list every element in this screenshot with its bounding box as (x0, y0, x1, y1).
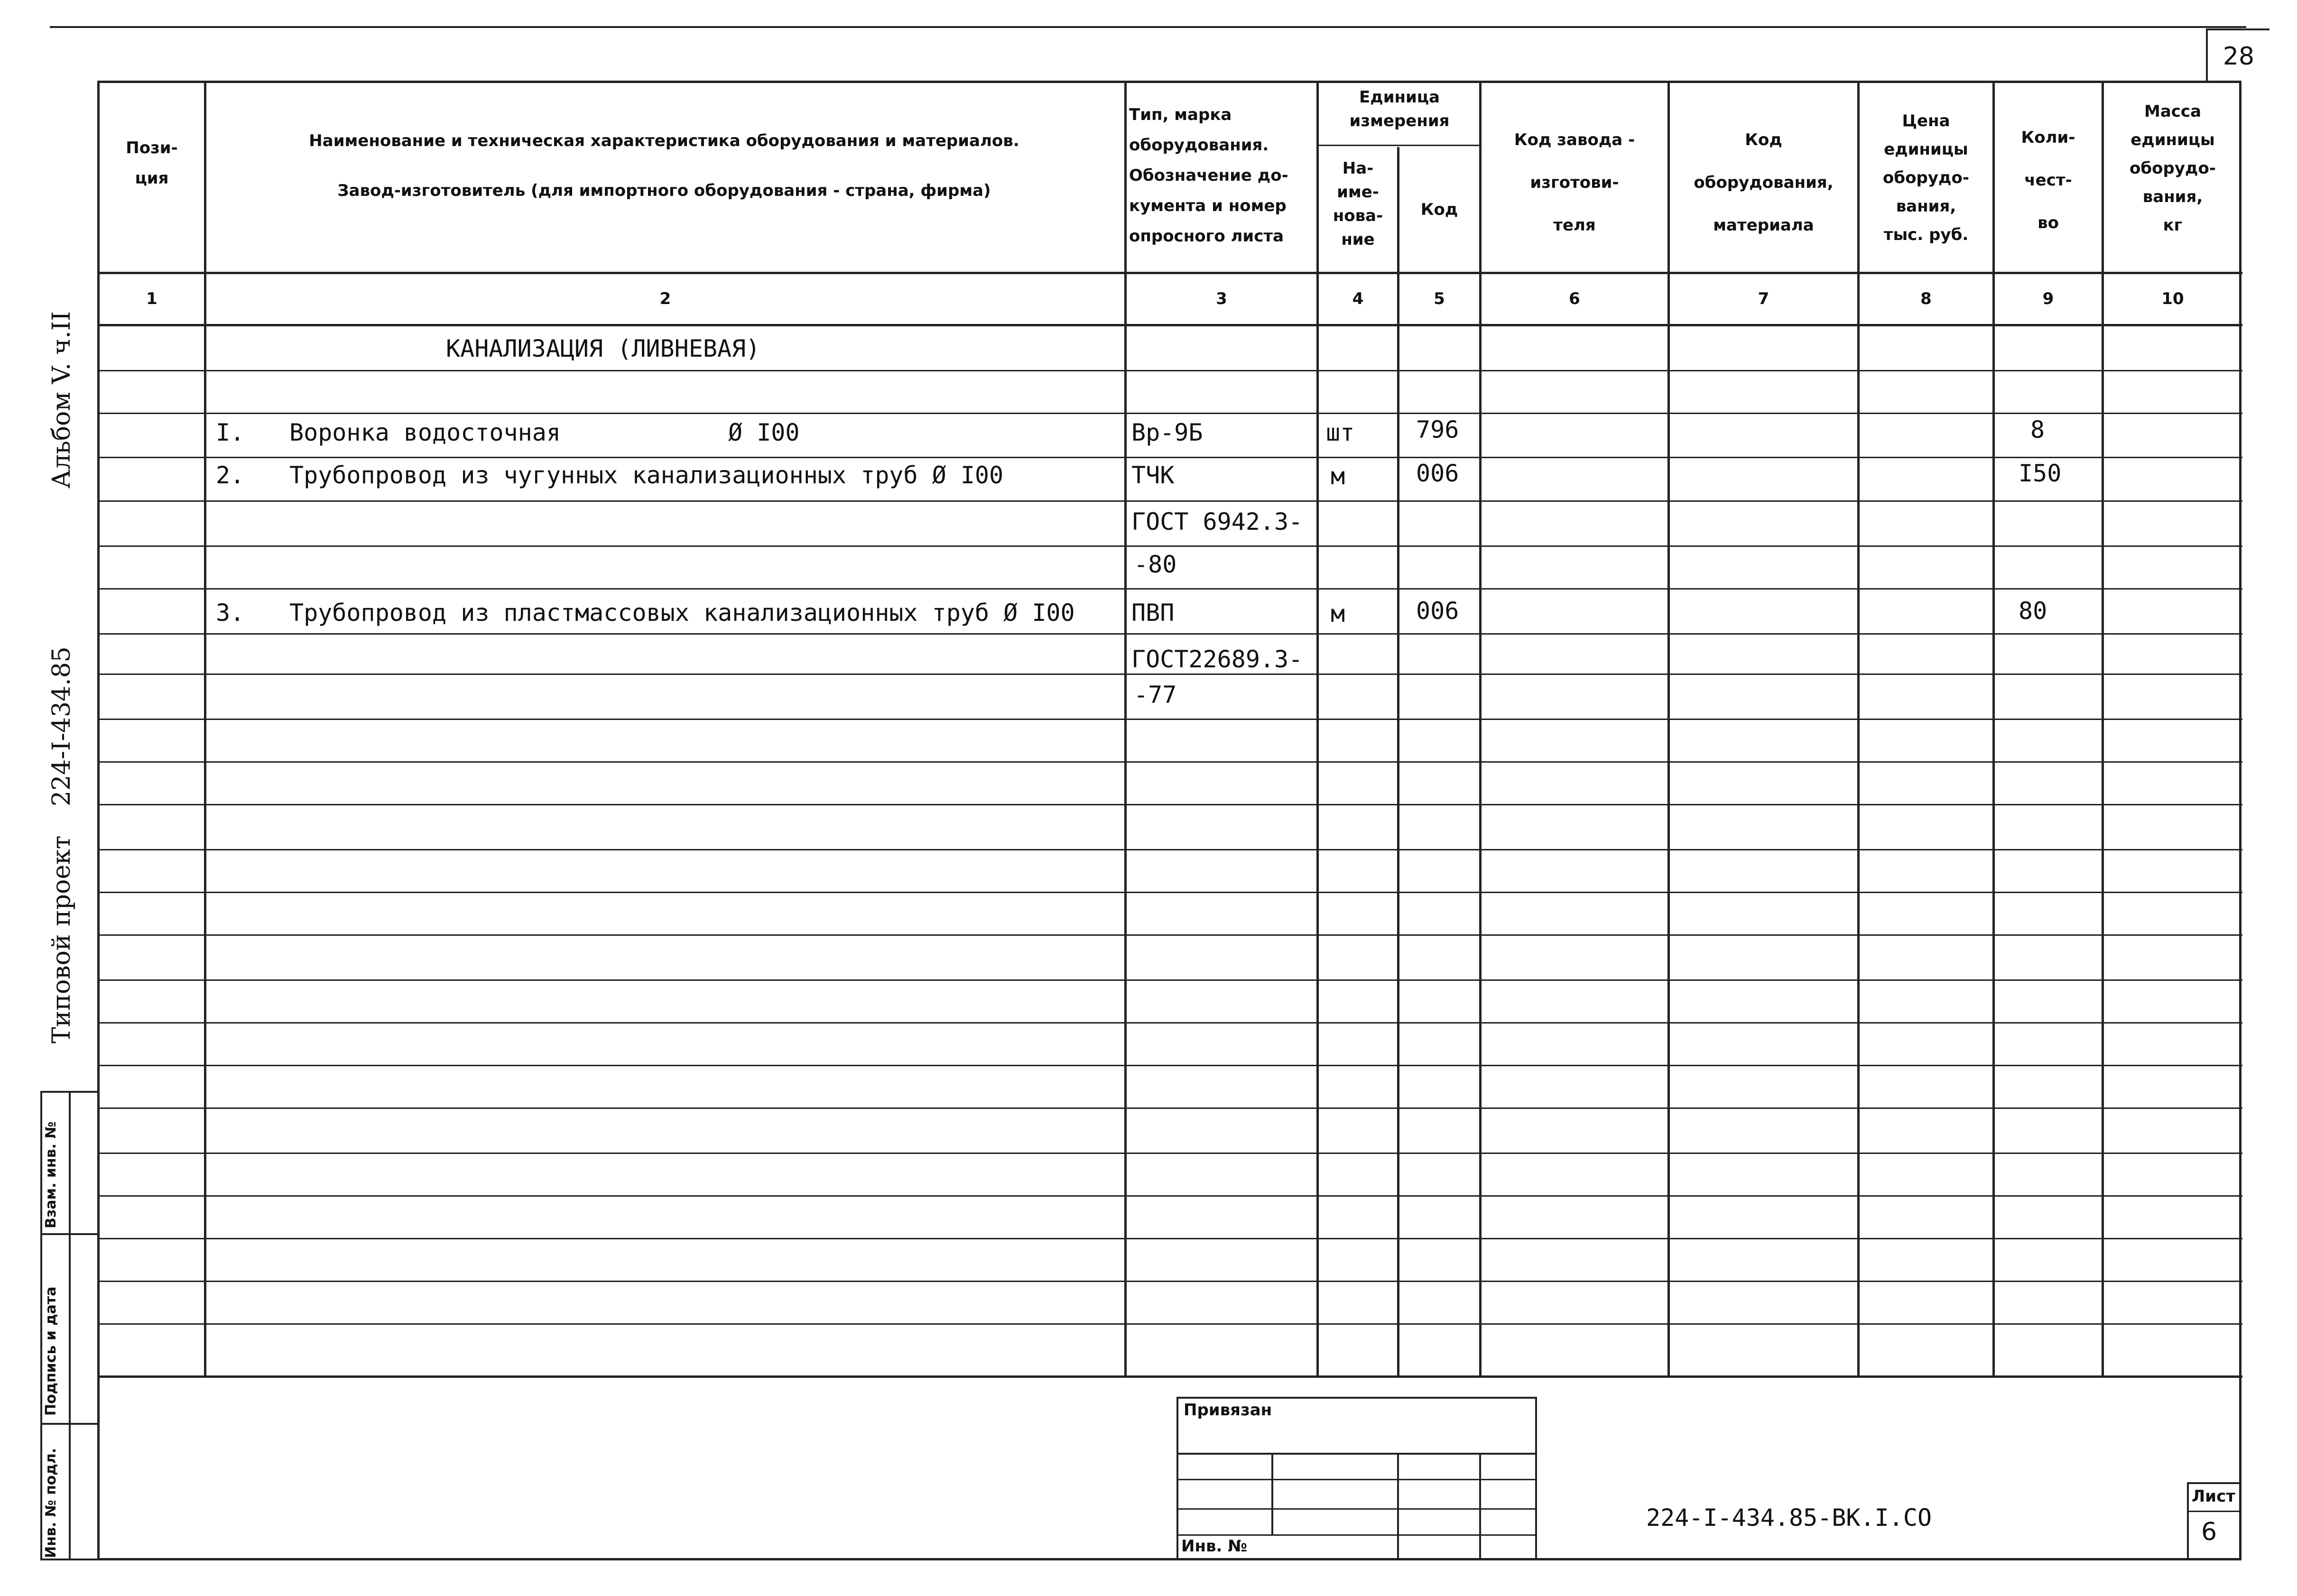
row-line (98, 588, 2242, 590)
section-title: КАНАЛИЗАЦИЯ (ЛИВНЕВАЯ) (446, 335, 760, 362)
col-divider-8 (1992, 81, 1995, 1378)
header-bottom-line (98, 272, 2242, 274)
side-album: Альбом V. ч.II (47, 311, 76, 489)
col-number-9: 9 (2042, 289, 2054, 308)
item-2-code: 006 (1416, 460, 1459, 487)
row-line (98, 1107, 2242, 1109)
item-1-position: I. (216, 419, 245, 446)
col-divider-2 (1124, 81, 1127, 1378)
row-line (98, 500, 2242, 502)
row-line (98, 633, 2242, 635)
item-3-standard-year: -77 (1134, 681, 1177, 709)
row-line (98, 1065, 2242, 1066)
col-number-1: 1 (146, 289, 157, 308)
item-1-name: Воронка водосточная (289, 419, 561, 446)
header-factory-code: Код завода - изготови- теля (1514, 130, 1635, 235)
item-3-position: 3. (216, 599, 245, 627)
col-divider-4 (1397, 147, 1399, 1378)
header-quantity: Коли- чест- во (2021, 128, 2075, 232)
item-1-type: Вр-9Б (1131, 419, 1203, 446)
item-3-unit: м (1331, 600, 1345, 627)
item-1-code: 796 (1416, 416, 1459, 443)
table-bottom-line (98, 1375, 2242, 1378)
numbers-bottom-line (98, 324, 2242, 326)
row-line (98, 370, 2242, 371)
stamp-col-3 (1479, 1453, 1481, 1560)
row-line (98, 892, 2242, 893)
page-number-box (2206, 28, 2269, 83)
privyazan-label: Привязан (1184, 1401, 1272, 1420)
item-3-type: ПВП (1131, 599, 1175, 627)
col-divider-5 (1479, 81, 1482, 1378)
header-position: Пози- ция (126, 138, 178, 188)
sheet-label: Лист (2192, 1487, 2235, 1506)
header-unit-price: Цена единицы оборудо- вания, тыс. руб. (1883, 111, 1969, 244)
sheet-box-line (2187, 1511, 2241, 1512)
side-project-type: Типовой проект (47, 835, 76, 1043)
stamp-line-1 (1176, 1453, 1537, 1455)
row-line (98, 1195, 2242, 1197)
item-1-diameter: Ø I00 (728, 419, 800, 446)
col-divider-6 (1667, 81, 1670, 1378)
col-divider-1 (204, 81, 206, 1378)
row-line (98, 413, 2242, 414)
top-border (50, 26, 2246, 28)
side-inv-podl: Инв. № подл. (43, 1448, 59, 1558)
header-unit-name: На- име- нова- ние (1333, 159, 1383, 249)
document-code: 224-I-434.85-ВК.I.СО (1646, 1504, 1932, 1531)
header-equipment-code: Код оборудования, материала (1694, 130, 1834, 235)
item-2-name: Трубопровод из чугунных канализационных труб Ø I00 (289, 461, 1004, 489)
side-sign-date: Подпись и дата (43, 1286, 59, 1416)
col-number-6: 6 (1569, 289, 1580, 308)
header-unit-group: Единица измерения (1349, 88, 1450, 130)
item-2-quantity: I50 (2019, 460, 2062, 487)
col-number-3: 3 (1216, 289, 1227, 308)
row-line (98, 804, 2242, 805)
side-project-code: 224-I-434.85 (47, 646, 76, 806)
stamp-line-2 (1176, 1479, 1537, 1480)
item-2-unit: м (1331, 462, 1345, 490)
col-number-7: 7 (1758, 289, 1769, 308)
stamp-line-3 (1176, 1508, 1537, 1510)
col-number-2: 2 (659, 289, 671, 308)
row-line (98, 719, 2242, 720)
header-name-line2: Завод-изготовитель (для импортного оборудования - страна, фирма) (337, 181, 991, 200)
row-line (98, 1323, 2242, 1325)
item-2-standard: ГОСТ 6942.3- (1131, 508, 1303, 535)
item-3-standard: ГОСТ22689.3- (1131, 646, 1303, 673)
row-line (98, 545, 2242, 547)
header-unit-mass: Масса единицы оборудо- вания, кг (2130, 102, 2216, 235)
row-line (98, 979, 2242, 981)
row-line (98, 1281, 2242, 1282)
header-unit-code: Код (1420, 200, 1458, 219)
item-1-quantity: 8 (2030, 416, 2045, 443)
row-line (98, 1238, 2242, 1239)
page-number: 28 (2223, 42, 2255, 71)
col-number-4: 4 (1352, 289, 1364, 308)
row-line (98, 1022, 2242, 1024)
sheet-number: 6 (2201, 1518, 2217, 1546)
col-number-5: 5 (1434, 289, 1445, 308)
item-1-unit: шт (1326, 419, 1355, 446)
stamp-line-4 (1176, 1534, 1537, 1536)
row-line (98, 761, 2242, 763)
col-divider-7 (1857, 81, 1860, 1378)
header-name-line1: Наименование и техническая характеристика оборудования и материалов. (309, 131, 1019, 150)
side-inv-zam: Взам. инв. № (43, 1121, 59, 1228)
stamp-col-2 (1397, 1453, 1399, 1560)
col-divider-3 (1316, 81, 1319, 1378)
unit-group-line (1316, 145, 1480, 146)
item-3-quantity: 80 (2019, 597, 2047, 625)
row-line (98, 849, 2242, 850)
item-2-type: ТЧК (1131, 461, 1175, 489)
row-line (98, 457, 2242, 458)
col-divider-9 (2102, 81, 2104, 1378)
row-line (98, 934, 2242, 936)
item-2-standard-year: -80 (1134, 551, 1177, 578)
stamp-col-1 (1271, 1453, 1273, 1534)
strip-divider-3 (69, 1091, 71, 1560)
col-number-8: 8 (1920, 289, 1932, 308)
col-number-10: 10 (2161, 289, 2184, 308)
item-3-code: 006 (1416, 597, 1459, 625)
item-3-name: Трубопровод из пластмассовых канализационных труб Ø I00 (289, 599, 1075, 627)
row-line (98, 1153, 2242, 1154)
item-2-position: 2. (216, 461, 245, 489)
inv-number-label: Инв. № (1181, 1537, 1248, 1556)
header-type: Тип, марка оборудования. Обозначение до- кумента и номер опросного листа (1129, 105, 1288, 246)
